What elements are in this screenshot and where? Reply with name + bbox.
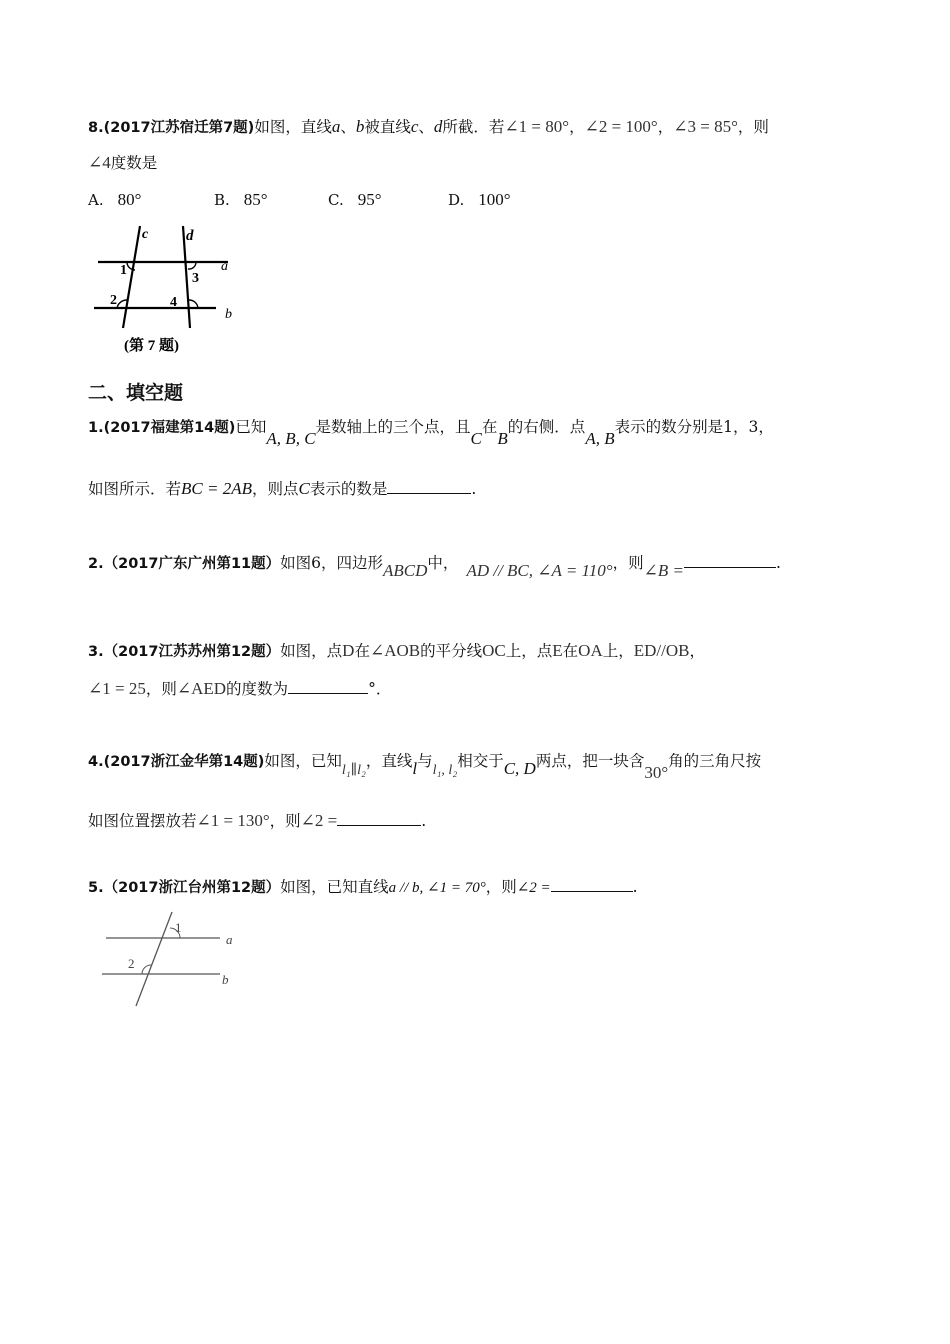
- q8-angle2: ∠2 = 100°: [584, 117, 658, 136]
- f5-label-2: 2: [128, 956, 135, 971]
- f2-math-condition: AD // BC, ∠A = 110°: [466, 561, 613, 580]
- section-title: 二、填空题: [88, 382, 184, 404]
- f5-math-condition: a // b, ∠1 = 70°: [388, 880, 486, 896]
- q8-line1: 8.(2017江苏宿迁第7题)如图，直线a、b被直线c、d所截．若∠1 = 80°，∠2 = 100°，∠3 = 85°，则: [88, 117, 769, 136]
- q8-option-c: C. 95°: [328, 190, 382, 209]
- f5-line1: 5.（2017浙江台州第12题）如图，已知直线a // b, ∠1 = 70°，则∠2 = .: [88, 878, 638, 896]
- q8-option-b: B. 85°: [214, 190, 268, 209]
- q8-arc-4: [189, 300, 198, 308]
- q8-text: 如图，直线: [254, 118, 332, 136]
- q8-var-a: a: [331, 117, 341, 136]
- q8-figure: [88, 222, 248, 358]
- f1-math-abc: A, B, C: [266, 429, 316, 448]
- f5-source-tag: （2017浙江台州第12题）: [103, 880, 281, 896]
- q8-label-b: b: [225, 307, 232, 322]
- q8-line2: ∠4度数是: [88, 153, 158, 172]
- f5-figure: [96, 910, 246, 1010]
- q8-var-c: c: [410, 117, 419, 136]
- f5-label-a: a: [226, 932, 233, 947]
- q8-label-c: c: [142, 227, 149, 242]
- q8-angle4: ∠4: [88, 153, 111, 172]
- f2-source-tag: （2017广东广州第11题）: [103, 556, 281, 572]
- f4-line2: 如图位置摆放若∠1 = 130°，则∠2 = .: [88, 811, 427, 830]
- q8-var-d: d: [433, 117, 443, 136]
- f5-label-b: b: [222, 972, 229, 987]
- f2-line1: 2.（2017广东广州第11题）如图6，四边形ABCD中， AD // BC, ∠A = 110°，则∠B = .: [88, 554, 781, 580]
- q8-number: 8.: [88, 120, 104, 136]
- q8-source-tag: (2017江苏宿迁第7题): [103, 120, 255, 136]
- f1-line1: 1.(2017福建第14题)已知A, B, C是数轴上的三个点，且C在B的右侧．点A, B表示的数分别是1，3，: [88, 418, 774, 448]
- q8-label-d: d: [186, 228, 194, 244]
- f4-line1: 4.(2017浙江金华第14题)如图，已知l₁∥l₂，直线l与l₁, l₂相交于C, D两点，把一块含30°角的三角尺按: [88, 752, 762, 782]
- q8-label-1: 1: [120, 263, 127, 278]
- f1-math-bc: BC = 2AB: [181, 479, 252, 498]
- q8-angle1: ∠1 = 80°: [504, 117, 570, 136]
- q8-option-a: A. 80°: [88, 190, 142, 209]
- f4-answer-blank[interactable]: [337, 811, 421, 826]
- f1-line2: 如图所示．若BC = 2AB，则点C表示的数是 .: [88, 479, 477, 498]
- q8-var-b: b: [355, 117, 365, 136]
- q8-label-2: 2: [110, 293, 117, 308]
- f2-answer-blank[interactable]: [684, 553, 776, 568]
- f4-source-tag: (2017浙江金华第14题): [103, 754, 265, 770]
- f5-transversal: [136, 912, 172, 1006]
- q8-option-d: D. 100°: [448, 190, 511, 209]
- f1-source-tag: (2017福建第14题): [103, 420, 236, 436]
- q8-label-3: 3: [192, 271, 199, 286]
- q8-caption: (第 7 题): [124, 338, 179, 354]
- f5-answer-blank[interactable]: [551, 877, 633, 892]
- f3-answer-blank[interactable]: [288, 679, 368, 694]
- f3-source-tag: （2017江苏苏州第12题）: [103, 644, 281, 660]
- q8-angle3: ∠3 = 85°: [673, 117, 738, 136]
- f5-label-1: 1: [175, 920, 182, 935]
- q8-label-4: 4: [170, 295, 177, 310]
- f3-line2: ∠1 = 25，则∠AED的度数为 °．: [88, 679, 392, 698]
- q8-label-a: a: [221, 259, 228, 274]
- f3-line1: 3.（2017江苏苏州第12题）如图，点D在∠AOB的平分线OC上，点E在OA上，ED//OB，: [88, 641, 705, 660]
- f1-answer-blank[interactable]: [387, 479, 471, 494]
